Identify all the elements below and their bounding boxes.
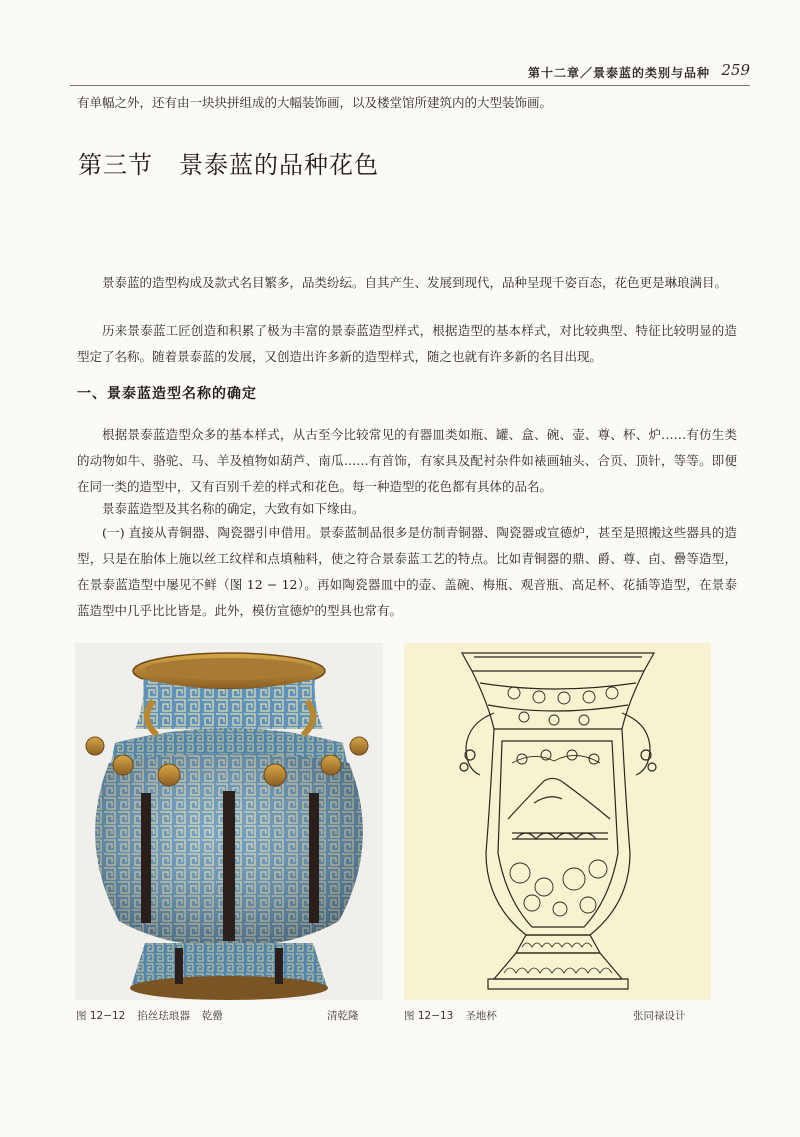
- section-name: 景泰蓝的品种花色: [179, 151, 379, 179]
- figure-caption-12-13: [404, 1008, 497, 1023]
- section-number: 第三节: [78, 151, 153, 179]
- figure-title: 圣地杯: [465, 1010, 497, 1022]
- vase-line-drawing: [404, 643, 711, 1000]
- subsection-heading: 一、景泰蓝造型名称的确定: [77, 386, 257, 402]
- figure-credit-12-12: 清乾隆: [327, 1010, 359, 1022]
- running-head-chapter: 第十二章／景泰蓝的类别与品种: [527, 66, 710, 80]
- body-paragraph: 景泰蓝造型及其名称的确定，大致有如下缘由。: [102, 501, 365, 516]
- figure-number: 图 12−13: [404, 1010, 454, 1022]
- running-head: [70, 62, 750, 82]
- continuation-paragraph: 有单幅之外，还有由一块块拼组成的大幅装饰画，以及楼堂馆所建筑内的大型装饰画。: [77, 95, 553, 110]
- cloisonne-vessel-photo: [75, 643, 383, 1000]
- figure-object: 乾罍: [201, 1010, 223, 1022]
- body-paragraph: (一) 直接从青铜器、陶瓷器引申借用。景泰蓝制品很多是仿制青铜器、陶瓷器或宣德炉，甚至是照搬这些器具的造型，只是在胎体上施以丝工纹样和点填釉料，使之符合景泰蓝工艺的特点。比如青铜器的鼎、爵、尊、卣、罍等造型，在景泰蓝造型中屡见不鲜（图 12 − 12）。再如陶瓷器皿中的壶、盖碗、梅瓶、观音瓶、高足杯、花插等造型，在景泰蓝造型中几乎比比皆是。此外，模仿宣德炉的型具也常有。: [77, 525, 737, 618]
- figure-credit-12-13: 张同禄设计: [633, 1010, 686, 1022]
- vase-drawing-illustration: [404, 643, 711, 1000]
- body-paragraph: 历来景泰蓝工匠创造和积累了极为丰富的景泰蓝造型样式，根据造型的基本样式，对比较典型、特征比较明显的造型定了名称。随着景泰蓝的发展，又创造出许多新的造型样式，随之也就有许多新的名目出现。: [77, 323, 737, 364]
- header-rule: [70, 85, 750, 86]
- body-paragraph: 根据景泰蓝造型众多的基本样式，从古至今比较常见的有器皿类如瓶、罐、盒、碗、壶、尊、杯、炉……有仿生类的动物如牛、骆驼、马、羊及植物如葫芦、南瓜……有首饰，有家具及配衬杂件如裱画轴头、合页、顶针，等等。即便在同一类的造型中，又有百别千差的样式和花色。每一种造型的花色都有具体的品名。: [77, 427, 737, 494]
- figure-title: 掐丝珐琅器: [137, 1010, 190, 1022]
- section-title: [78, 145, 379, 180]
- figure-number: 图 12−12: [76, 1010, 126, 1022]
- figure-caption-12-12: [76, 1008, 223, 1023]
- body-paragraph: 景泰蓝的造型构成及款式名目繁多，品类纷纭。自其产生、发展到现代，品种呈现千姿百态，花色更是琳琅满目。: [102, 275, 728, 290]
- vessel-illustration: [75, 643, 383, 1000]
- page-number: 259: [721, 61, 750, 79]
